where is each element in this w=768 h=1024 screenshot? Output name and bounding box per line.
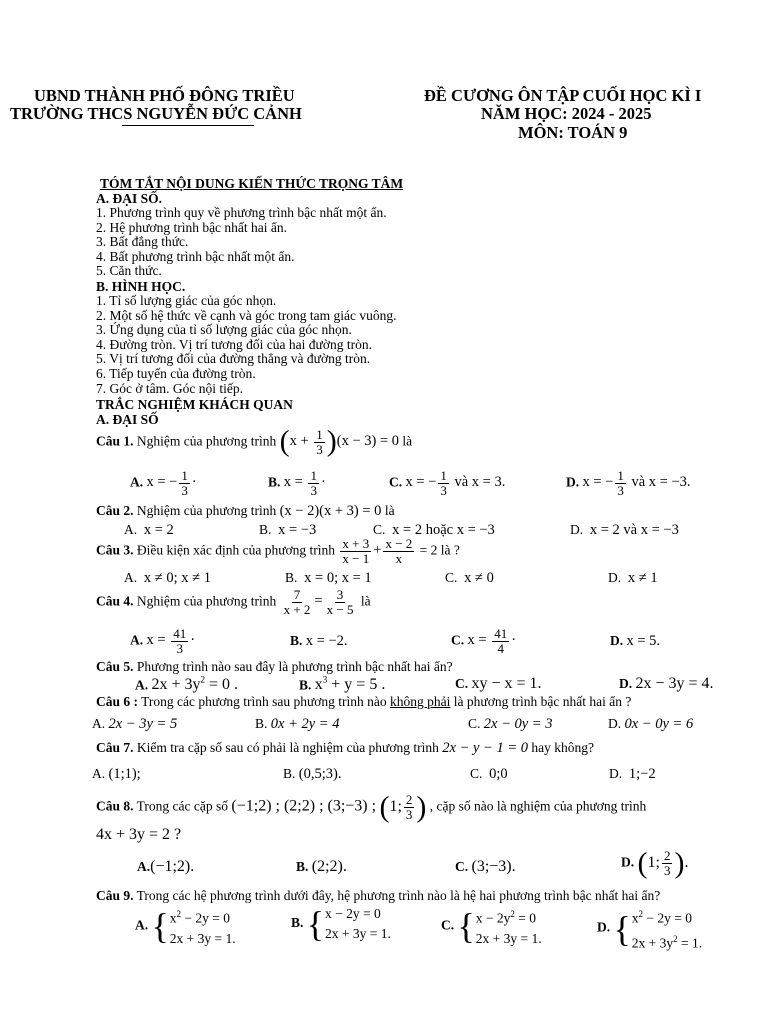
q9-option-c[interactable]: C. { $x - 2y^2 = 0$ 2x + 3y = 1.	[441, 906, 542, 947]
question-label: Câu 3.	[96, 542, 134, 558]
question-8	[96, 792, 646, 822]
question-label: Câu 9.	[96, 888, 134, 903]
equation: $\frac{x + 3}{x - 1}$ + $\frac{x - 2}{x}$	[342, 536, 413, 566]
list-item: 4. Đường tròn. Vị trí tương đối của hai đường tròn.	[96, 336, 372, 352]
algebra-heading: A. ĐẠI SỐ.	[96, 191, 163, 206]
question-label: Câu 6 :	[96, 694, 139, 709]
q7-option-d[interactable]: D. 1;−2	[609, 766, 656, 782]
q3-option-d[interactable]: D. x ≠ 1	[608, 570, 658, 586]
list-item: 4. Bất phương trình bậc nhất một ẩn.	[96, 248, 295, 264]
question-label: Câu 2.	[96, 503, 134, 518]
quiz-subheading: A. ĐẠI SỐ	[96, 412, 159, 427]
q5-option-d[interactable]: D. 2x − 3y = 4.	[619, 675, 714, 692]
q1-option-d[interactable]: D. x = − $\frac{1}{3}$ và x = −3.	[566, 468, 691, 498]
q6-option-a[interactable]: A. 2x − 3y = 5	[92, 716, 178, 732]
q7-option-a[interactable]: A. (1;1);	[92, 766, 141, 782]
question-1	[96, 427, 412, 457]
q7-option-b[interactable]: B. (0,5;3).	[283, 766, 342, 782]
geometry-heading: B. HÌNH HỌC.	[96, 279, 186, 294]
question-label: Câu 1.	[96, 433, 134, 449]
q9-option-a[interactable]: A. { $x^2 - 2y = 0$ 2x + 3y = 1.	[135, 906, 236, 947]
question-text: Kiểm tra cặp số sau có phải là nghiệm của phương trình	[136, 740, 439, 755]
summary-title: TÓM TẮT NỘI DUNG KIẾN THỨC TRỌNG TÂM	[100, 176, 404, 191]
algebra-list	[96, 206, 387, 279]
q3-option-b[interactable]: B. x = 0; x = 1	[285, 570, 372, 586]
q8-option-c[interactable]: C. (3;−3).	[455, 858, 516, 875]
question-7	[96, 740, 594, 757]
q4-option-a[interactable]: A. x = $\frac{41}{3}$ ·	[130, 626, 196, 656]
q2-option-d[interactable]: D. x = 2 và x = −3	[570, 522, 679, 538]
list-item: 2. Một số hệ thức về cạnh và góc trong tam giác vuông.	[96, 307, 397, 323]
question-suffix: = 2 là ?	[419, 542, 460, 558]
question-suffix: là	[360, 593, 371, 609]
q8-option-d[interactable]: D. (1; $\frac{2}{3}$ ).	[621, 846, 689, 879]
header-left-line2: TRƯỜNG THCS NGUYỄN ĐỨC CẢNH	[10, 104, 302, 123]
question-label: Câu 7.	[96, 740, 134, 755]
question-suffix: là	[384, 503, 395, 518]
question-label: Câu 5.	[96, 659, 134, 674]
q8-option-b[interactable]: B. (2;2).	[296, 858, 347, 875]
q3-option-c[interactable]: C. x ≠ 0	[445, 570, 494, 586]
geometry-list	[96, 294, 397, 396]
question-4	[96, 588, 371, 616]
list-item: 5. Căn thức.	[96, 263, 162, 279]
question-text: Trong các cặp số	[136, 798, 229, 814]
question-text: Nghiệm của phương trình	[136, 503, 277, 518]
question-text: Nghiệm của phương trình	[136, 433, 277, 449]
list-item: 6. Tiếp tuyến của đường tròn.	[96, 365, 256, 381]
question-text: là phương trình bậc nhất hai ẩn ?	[453, 694, 632, 709]
equation: $\frac{7}{x + 2}$ = $\frac{3}{x - 5}$	[283, 587, 354, 617]
q1-option-a[interactable]: A. x = − $\frac{1}{3}$ ·	[130, 468, 197, 498]
q3-option-a[interactable]: A. x ≠ 0; x ≠ 1	[124, 570, 211, 586]
question-2	[96, 503, 395, 520]
list-item: 5. Vị trí tương đối của đường thẳng và đường tròn.	[96, 351, 371, 367]
q8-equation: 4x + 3y = 2 ?	[96, 826, 182, 843]
header-left-underline	[122, 125, 254, 126]
header-left-line1: UBND THÀNH PHỐ ĐÔNG TRIỀU	[34, 86, 295, 105]
q9-option-b[interactable]: B. { x − 2y = 0 2x + 3y = 1.	[291, 904, 391, 944]
list-item: 2. Hệ phương trình bậc nhất hai ẩn.	[96, 219, 288, 235]
equation: (x − 2)(x + 3) = 0	[279, 503, 382, 519]
q1-option-c[interactable]: C. x = − $\frac{1}{3}$ và x = 3.	[389, 468, 506, 498]
equation: (x + $\frac{1}{3}$ )(x − 3) = 0	[279, 425, 400, 458]
question-text: Trong các hệ phương trình dưới đây, hệ phương trình nào là hệ hai phương trình bậc nhất hai ẩn?	[136, 888, 661, 903]
list-item: 1. Phương trình quy về phương trình bậc nhất một ẩn.	[96, 205, 387, 220]
equation: (1; $\frac{2}{3}$ )	[379, 790, 427, 823]
question-9	[96, 888, 660, 904]
q6-option-c[interactable]: C. 2x − 0y = 3	[468, 716, 553, 732]
question-suffix: là	[402, 433, 413, 449]
q4-option-b[interactable]: B. x = −2.	[290, 633, 348, 649]
question-label: Câu 4.	[96, 593, 134, 609]
question-label: Câu 8.	[96, 798, 134, 814]
question-text: Phương trình nào sau đây là phương trình bậc nhất hai ẩn?	[136, 659, 453, 674]
q4-option-c[interactable]: C. x = $\frac{41}{4}$ ·	[451, 626, 517, 656]
question-text: Nghiệm của phương trình	[136, 593, 277, 609]
q1-option-b[interactable]: B. x = $\frac{1}{3}$ ·	[268, 468, 326, 498]
question-text: Điều kiện xác định của phương trình	[136, 542, 336, 558]
list-item: 3. Bất đẳng thức.	[96, 234, 189, 250]
question-5	[96, 659, 453, 675]
question-suffix: hay không?	[531, 740, 594, 755]
q9-option-d[interactable]: D. { $x^2 - 2y = 0$ $2x + 3y^2 = 1$.	[597, 908, 703, 950]
q5-option-b[interactable]: B. $x^3 + y = 5$ .	[299, 675, 386, 694]
header-right-line1: ĐỀ CƯƠNG ÔN TẬP CUỐI HỌC KÌ I	[424, 86, 702, 105]
q4-option-d[interactable]: D. x = 5.	[610, 633, 661, 649]
list-item: 3. Ứng dụng của tỉ số lượng giác của góc nhọn.	[96, 322, 352, 338]
q5-option-c[interactable]: C. xy − x = 1.	[455, 675, 542, 692]
q8-option-a[interactable]: A.(−1;2).	[137, 858, 195, 875]
header-right-line3: MÔN: TOÁN 9	[518, 123, 628, 142]
q2-option-b[interactable]: B. x = −3	[259, 522, 317, 538]
question-text: , cặp số nào là nghiệm của phương trình	[429, 798, 647, 814]
list-item: 1. Tỉ số lượng giác của góc nhọn.	[96, 293, 277, 308]
q5-option-a[interactable]: A. $2x + 3y^2 = 0$ .	[135, 675, 239, 694]
header-right-line2: NĂM HỌC: 2024 - 2025	[481, 104, 652, 123]
question-6	[96, 694, 631, 710]
quiz-title: TRẮC NGHIỆM KHÁCH QUAN	[96, 397, 293, 412]
question-emphasis: không phải	[390, 694, 451, 709]
question-text: Trong các phương trình sau phương trình nào	[141, 694, 387, 709]
q6-option-d[interactable]: D. 0x − 0y = 6	[608, 716, 694, 732]
equation: 2x − y − 1 = 0	[442, 740, 528, 756]
question-3	[96, 537, 460, 565]
q2-option-a[interactable]: A. x = 2	[124, 522, 174, 538]
q6-option-b[interactable]: B. 0x + 2y = 4	[255, 716, 340, 732]
q7-option-c[interactable]: C. 0;0	[470, 766, 508, 782]
equation: (−1;2) ; (2;2) ; (3;−3) ;	[231, 797, 377, 815]
q2-option-c[interactable]: C. x = 2 hoặc x = −3	[373, 522, 495, 538]
list-item: 7. Góc ở tâm. Góc nội tiếp.	[96, 380, 243, 396]
